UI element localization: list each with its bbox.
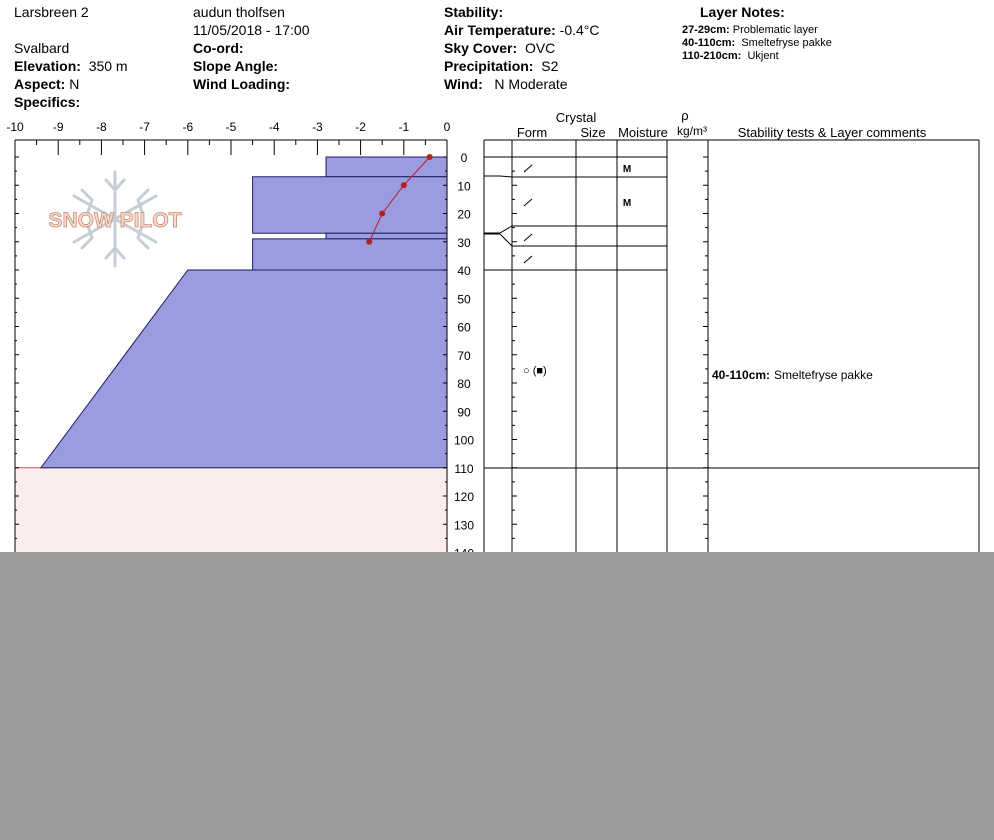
crystal-form-icon bbox=[524, 256, 532, 263]
crystal-form-icon bbox=[524, 199, 532, 206]
wind-value: N Moderate bbox=[494, 76, 568, 92]
y-tick-label: 80 bbox=[457, 377, 471, 391]
depth-connector bbox=[484, 234, 512, 246]
snow-pilot-logo-text: SNOW PILOT bbox=[48, 209, 182, 232]
layer-comment-range: 40-110cm: bbox=[712, 368, 771, 382]
site-name: Larsbreen 2 bbox=[14, 4, 89, 20]
x-tick-label: -8 bbox=[96, 120, 107, 134]
wind-label: Wind: bbox=[444, 76, 483, 92]
y-tick-label: 100 bbox=[453, 433, 475, 448]
layer-note-text: Smeltefryse pakke bbox=[741, 37, 832, 49]
y-tick-label: 50 bbox=[457, 292, 471, 307]
air-temp-label: Air Temperature: bbox=[444, 22, 556, 38]
layer-note-range: 110-210cm: bbox=[682, 50, 742, 62]
crystal-form-label: ○ (■) bbox=[523, 365, 547, 377]
elevation-label: Elevation: bbox=[14, 58, 81, 74]
x-tick-label: -4 bbox=[268, 120, 280, 134]
crystal-form-icon bbox=[524, 234, 532, 241]
temperature-point bbox=[401, 182, 407, 188]
moisture-header: Moisture bbox=[618, 125, 668, 140]
layer-comment-text: Smeltefryse pakke bbox=[774, 368, 873, 382]
x-tick-label: -7 bbox=[139, 120, 150, 134]
precip-label: Precipitation: bbox=[444, 58, 534, 74]
hardness-layer bbox=[253, 239, 447, 270]
x-tick-label: -6 bbox=[182, 120, 194, 134]
y-tick-label: 110 bbox=[454, 461, 474, 476]
size-header: Size bbox=[580, 125, 606, 140]
region: Svalbard bbox=[14, 40, 70, 56]
depth-connector bbox=[484, 226, 512, 233]
y-tick-label: 20 bbox=[457, 207, 471, 222]
y-tick-label: 10 bbox=[457, 179, 471, 194]
hardness-layer bbox=[326, 157, 447, 177]
aspect-label: Aspect: bbox=[14, 76, 66, 92]
datetime: 11/05/2018 - 17:00 bbox=[193, 22, 310, 38]
y-tick-label: 70 bbox=[457, 348, 471, 363]
hardness-layer bbox=[41, 270, 447, 468]
x-tick-label: -9 bbox=[52, 120, 64, 134]
coord-label: Co-ord: bbox=[193, 40, 244, 56]
hardness-layer bbox=[326, 233, 447, 239]
stability-header: Stability tests & Layer comments bbox=[737, 125, 927, 140]
x-tick-label: 0 bbox=[443, 120, 451, 134]
air-temp-value: -0.4°C bbox=[559, 22, 600, 38]
sky-cover-value: OVC bbox=[524, 40, 556, 56]
x-tick-label: -10 bbox=[6, 120, 24, 134]
temperature-point bbox=[427, 154, 433, 160]
stability-label: Stability: bbox=[444, 4, 504, 20]
specifics-label: Specifics: bbox=[14, 94, 81, 110]
layer-note-range: 27-29cm: bbox=[682, 24, 730, 36]
x-tick-label: -3 bbox=[312, 120, 323, 134]
moisture-label: M bbox=[622, 198, 632, 209]
observer: audun tholfsen bbox=[193, 4, 285, 20]
snow-pilot-logo bbox=[49, 172, 182, 266]
y-tick-label: 130 bbox=[453, 518, 475, 533]
y-tick-label: 40 bbox=[457, 264, 471, 278]
layer-note-range: 40-110cm: bbox=[682, 37, 736, 49]
layer-notes-title: Layer Notes: bbox=[700, 4, 785, 20]
y-tick-label: 90 bbox=[457, 405, 471, 420]
temperature-point bbox=[379, 211, 385, 217]
x-tick-label: -2 bbox=[355, 120, 366, 134]
y-tick-label: 0 bbox=[460, 151, 468, 165]
rho-header: ρ bbox=[681, 108, 689, 123]
sky-cover-label: Sky Cover: bbox=[444, 40, 518, 56]
layer-note-text: Problematic layer bbox=[732, 24, 818, 36]
layer-note-text: Ukjent bbox=[747, 50, 779, 62]
x-tick-label: -1 bbox=[398, 120, 410, 134]
layer-comment bbox=[712, 368, 873, 382]
y-tick-label: 60 bbox=[457, 320, 471, 335]
precip-value: S2 bbox=[541, 58, 559, 74]
moisture-label: M bbox=[622, 164, 632, 175]
elevation-value: 350 m bbox=[88, 58, 128, 74]
hardness-layer bbox=[253, 177, 447, 234]
y-tick-label: 30 bbox=[457, 235, 471, 250]
y-tick-label: 120 bbox=[453, 490, 475, 504]
crystal-header: Crystal bbox=[555, 110, 597, 125]
crystal-form-icon bbox=[524, 165, 532, 172]
temperature-point bbox=[366, 239, 372, 245]
aspect-value: N bbox=[69, 76, 80, 92]
density-unit-header: kg/m³ bbox=[677, 124, 707, 138]
depth-connector bbox=[484, 176, 512, 177]
gray-overlay bbox=[0, 552, 994, 840]
wind-loading-label: Wind Loading: bbox=[193, 76, 291, 92]
x-tick-label: -5 bbox=[225, 120, 237, 134]
form-header: Form bbox=[516, 125, 548, 140]
slope-angle-label: Slope Angle: bbox=[193, 58, 279, 74]
